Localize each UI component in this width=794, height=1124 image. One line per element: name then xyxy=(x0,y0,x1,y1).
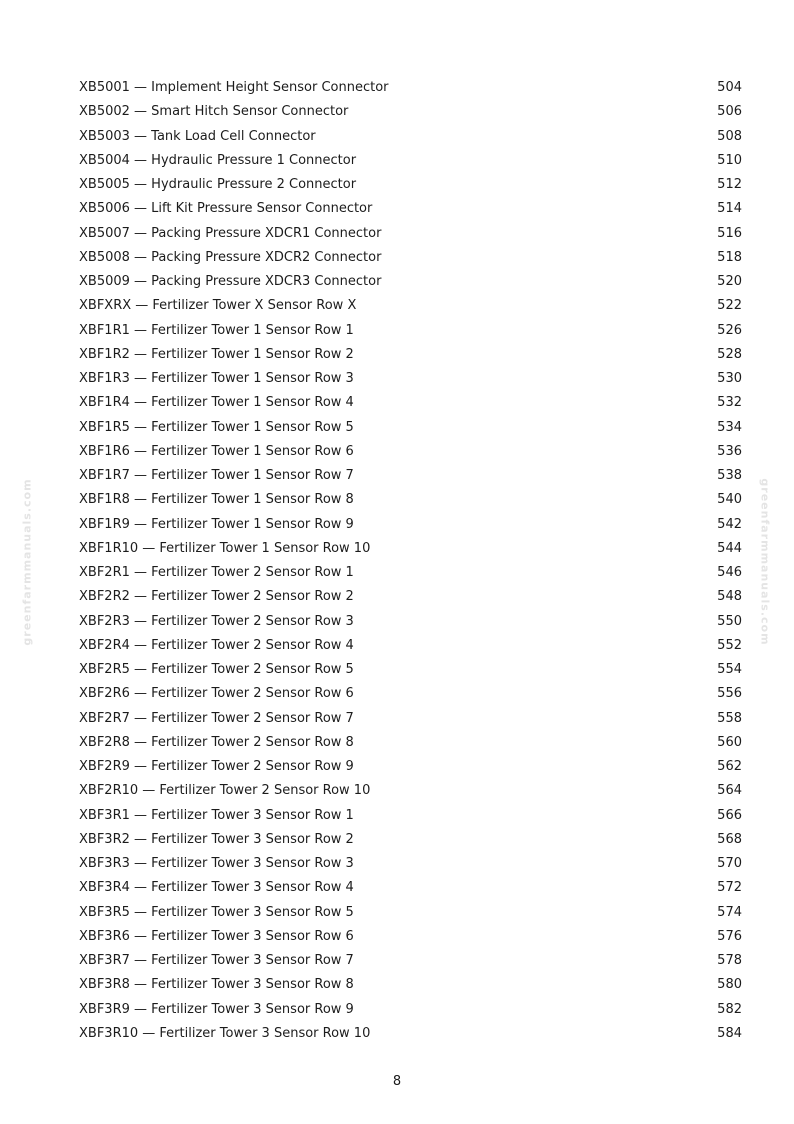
toc-entry-page: 528 xyxy=(717,346,742,362)
toc-entry[interactable] xyxy=(79,440,742,464)
toc-entry[interactable] xyxy=(79,294,742,318)
toc-entry-title: XBF1R5 — Fertilizer Tower 1 Sensor Row 5 xyxy=(79,419,354,435)
toc-entry-title: XBF1R1 — Fertilizer Tower 1 Sensor Row 1 xyxy=(79,322,354,338)
toc-entry-page: 512 xyxy=(717,177,742,193)
toc-entry-page: 564 xyxy=(717,783,742,799)
toc-entry[interactable] xyxy=(79,707,742,731)
toc-entry-title: XBF2R4 — Fertilizer Tower 2 Sensor Row 4 xyxy=(79,637,354,653)
toc-entry[interactable] xyxy=(79,513,742,537)
toc-entry-page: 548 xyxy=(717,589,742,605)
toc-entry-page: 570 xyxy=(717,856,742,872)
toc-entry-page: 560 xyxy=(717,734,742,750)
toc-entry[interactable] xyxy=(79,852,742,876)
toc-entry-title: XB5004 — Hydraulic Pressure 1 Connector xyxy=(79,152,357,168)
toc-entry-title: XBF3R4 — Fertilizer Tower 3 Sensor Row 4 xyxy=(79,880,354,896)
toc-entry[interactable] xyxy=(79,76,742,100)
toc-entry[interactable] xyxy=(79,925,742,949)
toc-entry[interactable] xyxy=(79,634,742,658)
toc-entry-page: 558 xyxy=(717,710,742,726)
toc-entry-title: XB5003 — Tank Load Cell Connector xyxy=(79,128,316,144)
toc-entry-page: 572 xyxy=(717,880,742,896)
toc-entry[interactable] xyxy=(79,973,742,997)
toc-entry[interactable] xyxy=(79,343,742,367)
toc-entry-page: 540 xyxy=(717,492,742,508)
toc-entry-title: XBF3R7 — Fertilizer Tower 3 Sensor Row 7 xyxy=(79,953,354,969)
toc-entry-title: XBF3R8 — Fertilizer Tower 3 Sensor Row 8 xyxy=(79,977,354,993)
toc-entry-title: XB5006 — Lift Kit Pressure Sensor Connector xyxy=(79,201,373,217)
toc-entry[interactable] xyxy=(79,779,742,803)
toc-entry-page: 522 xyxy=(717,298,742,314)
toc-entry-title: XB5005 — Hydraulic Pressure 2 Connector xyxy=(79,177,357,193)
toc-entry-title: XB5007 — Packing Pressure XDCR1 Connector xyxy=(79,225,382,241)
toc-entry-page: 538 xyxy=(717,468,742,484)
watermark-text: greenfarmmanuals.com xyxy=(758,478,772,646)
toc-entry-page: 550 xyxy=(717,613,742,629)
toc-entry-title: XBF1R4 — Fertilizer Tower 1 Sensor Row 4 xyxy=(79,395,354,411)
toc-entry[interactable] xyxy=(79,125,742,149)
toc-entry-page: 584 xyxy=(717,1025,742,1041)
toc-list xyxy=(79,76,742,1046)
toc-entry[interactable] xyxy=(79,876,742,900)
toc-entry[interactable] xyxy=(79,828,742,852)
toc-entry-page: 520 xyxy=(717,274,742,290)
toc-entry-title: XBF3R2 — Fertilizer Tower 3 Sensor Row 2 xyxy=(79,831,354,847)
toc-entry-page: 504 xyxy=(717,80,742,96)
toc-entry[interactable] xyxy=(79,731,742,755)
toc-entry-page: 556 xyxy=(717,686,742,702)
toc-entry-title: XB5008 — Packing Pressure XDCR2 Connector xyxy=(79,249,382,265)
toc-entry-title: XBF3R6 — Fertilizer Tower 3 Sensor Row 6 xyxy=(79,928,354,944)
toc-entry[interactable] xyxy=(79,222,742,246)
toc-entry-title: XBF1R2 — Fertilizer Tower 1 Sensor Row 2 xyxy=(79,346,354,362)
toc-entry[interactable] xyxy=(79,585,742,609)
toc-entry[interactable] xyxy=(79,537,742,561)
toc-entry[interactable] xyxy=(79,464,742,488)
toc-entry-page: 552 xyxy=(717,637,742,653)
toc-entry[interactable] xyxy=(79,416,742,440)
toc-entry-page: 530 xyxy=(717,371,742,387)
toc-entry-page: 516 xyxy=(717,225,742,241)
toc-entry[interactable] xyxy=(79,755,742,779)
toc-entry[interactable] xyxy=(79,391,742,415)
toc-entry[interactable] xyxy=(79,149,742,173)
toc-entry[interactable] xyxy=(79,246,742,270)
toc-entry-page: 580 xyxy=(717,977,742,993)
toc-entry-title: XBF3R3 — Fertilizer Tower 3 Sensor Row 3 xyxy=(79,856,354,872)
toc-entry-title: XBF3R10 — Fertilizer Tower 3 Sensor Row 10 xyxy=(79,1025,371,1041)
toc-entry-page: 546 xyxy=(717,565,742,581)
toc-entry[interactable] xyxy=(79,561,742,585)
toc-entry-title: XBF2R7 — Fertilizer Tower 2 Sensor Row 7 xyxy=(79,710,354,726)
toc-entry-page: 562 xyxy=(717,759,742,775)
toc-entry[interactable] xyxy=(79,100,742,124)
toc-entry-title: XBF3R9 — Fertilizer Tower 3 Sensor Row 9 xyxy=(79,1001,354,1017)
toc-entry[interactable] xyxy=(79,488,742,512)
toc-entry[interactable] xyxy=(79,658,742,682)
toc-entry-title: XBF1R8 — Fertilizer Tower 1 Sensor Row 8 xyxy=(79,492,354,508)
toc-entry[interactable] xyxy=(79,901,742,925)
toc-entry[interactable] xyxy=(79,197,742,221)
toc-entry[interactable] xyxy=(79,998,742,1022)
toc-entry-page: 568 xyxy=(717,831,742,847)
toc-entry-page: 534 xyxy=(717,419,742,435)
toc-entry-page: 542 xyxy=(717,516,742,532)
toc-entry-title: XBF1R6 — Fertilizer Tower 1 Sensor Row 6 xyxy=(79,443,354,459)
toc-entry[interactable] xyxy=(79,319,742,343)
toc-entry-title: XB5002 — Smart Hitch Sensor Connector xyxy=(79,104,349,120)
toc-entry[interactable] xyxy=(79,682,742,706)
toc-entry-title: XBF2R2 — Fertilizer Tower 2 Sensor Row 2 xyxy=(79,589,354,605)
toc-entry[interactable] xyxy=(79,804,742,828)
toc-entry-title: XBFXRX — Fertilizer Tower X Sensor Row X xyxy=(79,298,357,314)
toc-entry-title: XB5009 — Packing Pressure XDCR3 Connector xyxy=(79,274,382,290)
toc-entry-title: XBF2R3 — Fertilizer Tower 2 Sensor Row 3 xyxy=(79,613,354,629)
toc-entry-title: XBF2R6 — Fertilizer Tower 2 Sensor Row 6 xyxy=(79,686,354,702)
toc-entry-page: 582 xyxy=(717,1001,742,1017)
toc-entry-title: XBF1R7 — Fertilizer Tower 1 Sensor Row 7 xyxy=(79,468,354,484)
toc-entry-title: XBF2R9 — Fertilizer Tower 2 Sensor Row 9 xyxy=(79,759,354,775)
watermark-text: greenfarmmanuals.com xyxy=(20,478,34,646)
toc-entry-page: 514 xyxy=(717,201,742,217)
toc-entry-title: XBF3R5 — Fertilizer Tower 3 Sensor Row 5 xyxy=(79,904,354,920)
toc-entry-page: 518 xyxy=(717,249,742,265)
toc-entry-page: 554 xyxy=(717,662,742,678)
toc-entry-title: XBF2R1 — Fertilizer Tower 2 Sensor Row 1 xyxy=(79,565,354,581)
toc-entry-title: XB5001 — Implement Height Sensor Connector xyxy=(79,80,389,96)
toc-entry[interactable] xyxy=(79,610,742,634)
toc-entry-page: 576 xyxy=(717,928,742,944)
toc-entry[interactable] xyxy=(79,367,742,391)
toc-entry-page: 536 xyxy=(717,443,742,459)
toc-entry-title: XBF2R8 — Fertilizer Tower 2 Sensor Row 8 xyxy=(79,734,354,750)
toc-entry-page: 526 xyxy=(717,322,742,338)
toc-entry[interactable] xyxy=(79,949,742,973)
toc-entry-page: 532 xyxy=(717,395,742,411)
toc-entry[interactable] xyxy=(79,270,742,294)
toc-entry-title: XBF2R5 — Fertilizer Tower 2 Sensor Row 5 xyxy=(79,662,354,678)
toc-entry-title: XBF3R1 — Fertilizer Tower 3 Sensor Row 1 xyxy=(79,807,354,823)
page-number: 8 xyxy=(392,1074,402,1089)
toc-entry-page: 508 xyxy=(717,128,742,144)
toc-entry[interactable] xyxy=(79,1022,742,1046)
toc-entry[interactable] xyxy=(79,173,742,197)
toc-entry-page: 506 xyxy=(717,104,742,120)
toc-entry-title: XBF2R10 — Fertilizer Tower 2 Sensor Row 10 xyxy=(79,783,371,799)
toc-entry-title: XBF1R3 — Fertilizer Tower 1 Sensor Row 3 xyxy=(79,371,354,387)
toc-entry-page: 510 xyxy=(717,152,742,168)
toc-entry-page: 578 xyxy=(717,953,742,969)
toc-entry-page: 566 xyxy=(717,807,742,823)
toc-entry-title: XBF1R9 — Fertilizer Tower 1 Sensor Row 9 xyxy=(79,516,354,532)
toc-entry-title: XBF1R10 — Fertilizer Tower 1 Sensor Row 10 xyxy=(79,540,371,556)
toc-entry-page: 574 xyxy=(717,904,742,920)
toc-entry-page: 544 xyxy=(717,540,742,556)
